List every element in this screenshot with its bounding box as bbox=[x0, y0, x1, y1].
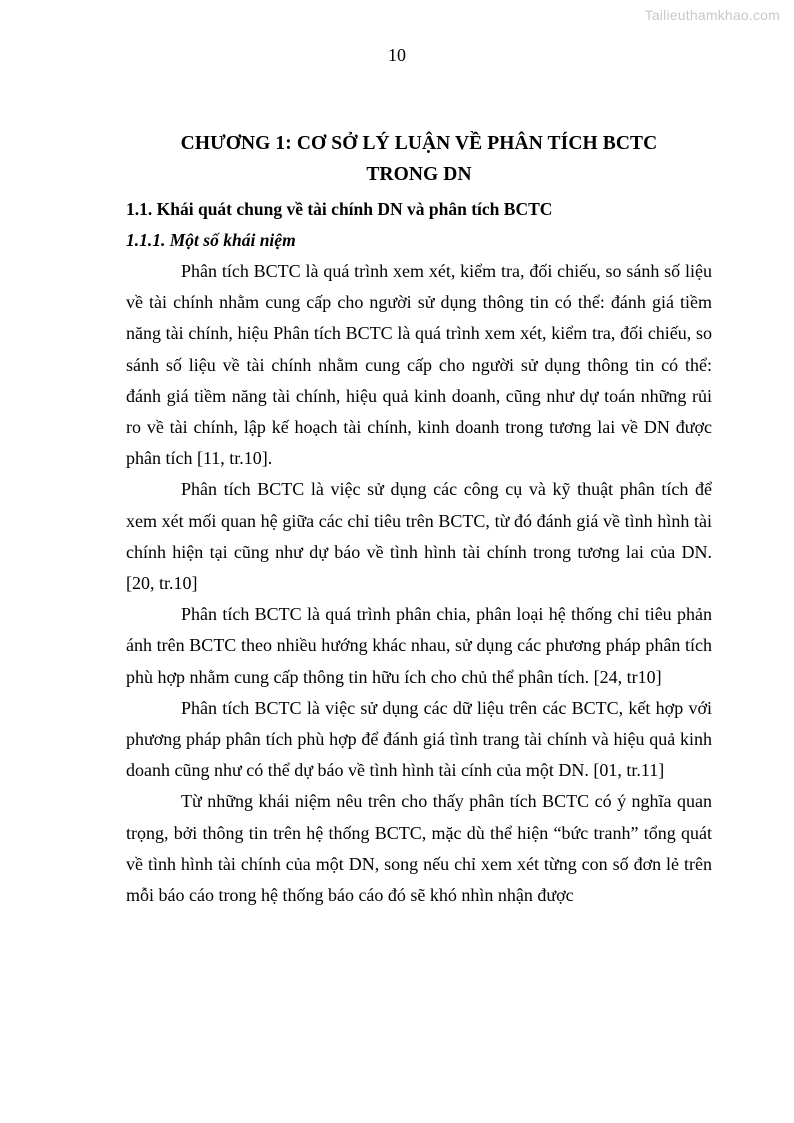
chapter-title-line-1: CHƯƠNG 1: CƠ SỞ LÝ LUẬN VỀ PHÂN TÍCH BCTC bbox=[180, 133, 658, 154]
section-heading-1-1: 1.1. Khái quát chung về tài chính DN và phân tích BCTC bbox=[126, 199, 553, 219]
watermark-text: Tailieuthamkhao.com bbox=[644, 7, 780, 23]
chapter-title bbox=[126, 128, 712, 190]
chapter-title-line-2: TRONG DN bbox=[366, 164, 472, 185]
body-paragraph: Phân tích BCTC là quá trình xem xét, kiểm tra, đối chiếu, so sánh số liệu về tài chính nhằm cung cấp cho người sử dụng thông tin có thể: đánh giá tiềm năng tài chính, hiệu Phân tích BCTC là quá trình xem xét, kiểm tra, đối chiếu, so sánh số liệu về tài chính nhằm cung cấp cho người sử dụng thông tin có thể: đánh giá tiềm năng tài chính, hiệu quả kinh doanh, cũng như dự toán những rủi ro về tài chính, lập kế hoạch tài chính, kinh doanh trong tương lai về DN được phân tích [11, tr.10]. bbox=[126, 261, 712, 469]
body-paragraph: Phân tích BCTC là quá trình phân chia, phân loại hệ thống chỉ tiêu phản ánh trên BCTC theo nhiều hướng khác nhau, sử dụng các phương pháp phân tích phù hợp nhằm cung cấp thông tin hữu ích cho chủ thể phân tích. [24, tr10] bbox=[126, 604, 712, 687]
page-content bbox=[126, 128, 712, 911]
body-paragraph: Phân tích BCTC là việc sử dụng các công cụ và kỹ thuật phân tích để xem xét mối quan hệ giữa các chỉ tiêu trên BCTC, từ đó đánh giá về tình hình tài chính hiện tại cũng như dự báo về tình hình tài chính trong tương lai của DN. [20, tr.10] bbox=[126, 479, 712, 594]
page-number: 10 bbox=[388, 45, 406, 65]
section-heading-1-1-1: 1.1.1. Một số khái niệm bbox=[126, 230, 296, 250]
body-paragraph: Phân tích BCTC là việc sử dụng các dữ liệu trên các BCTC, kết hợp với phương pháp phân tích phù hợp để đánh giá tình trang tài chính và hiệu quả kinh doanh cũng như có thể dự báo về tình hình tài cính của một DN. [01, tr.11] bbox=[126, 697, 712, 781]
body-paragraph: Từ những khái niệm nêu trên cho thấy phân tích BCTC có ý nghĩa quan trọng, bởi thông tin trên hệ thống BCTC, mặc dù thể hiện “bức tranh” tổng quát về tình hình tài chính của một DN, song nếu chỉ xem xét từng con số đơn lẻ trên mỗi báo cáo trong hệ thống báo cáo đó sẽ khó nhìn nhận được bbox=[126, 791, 712, 906]
